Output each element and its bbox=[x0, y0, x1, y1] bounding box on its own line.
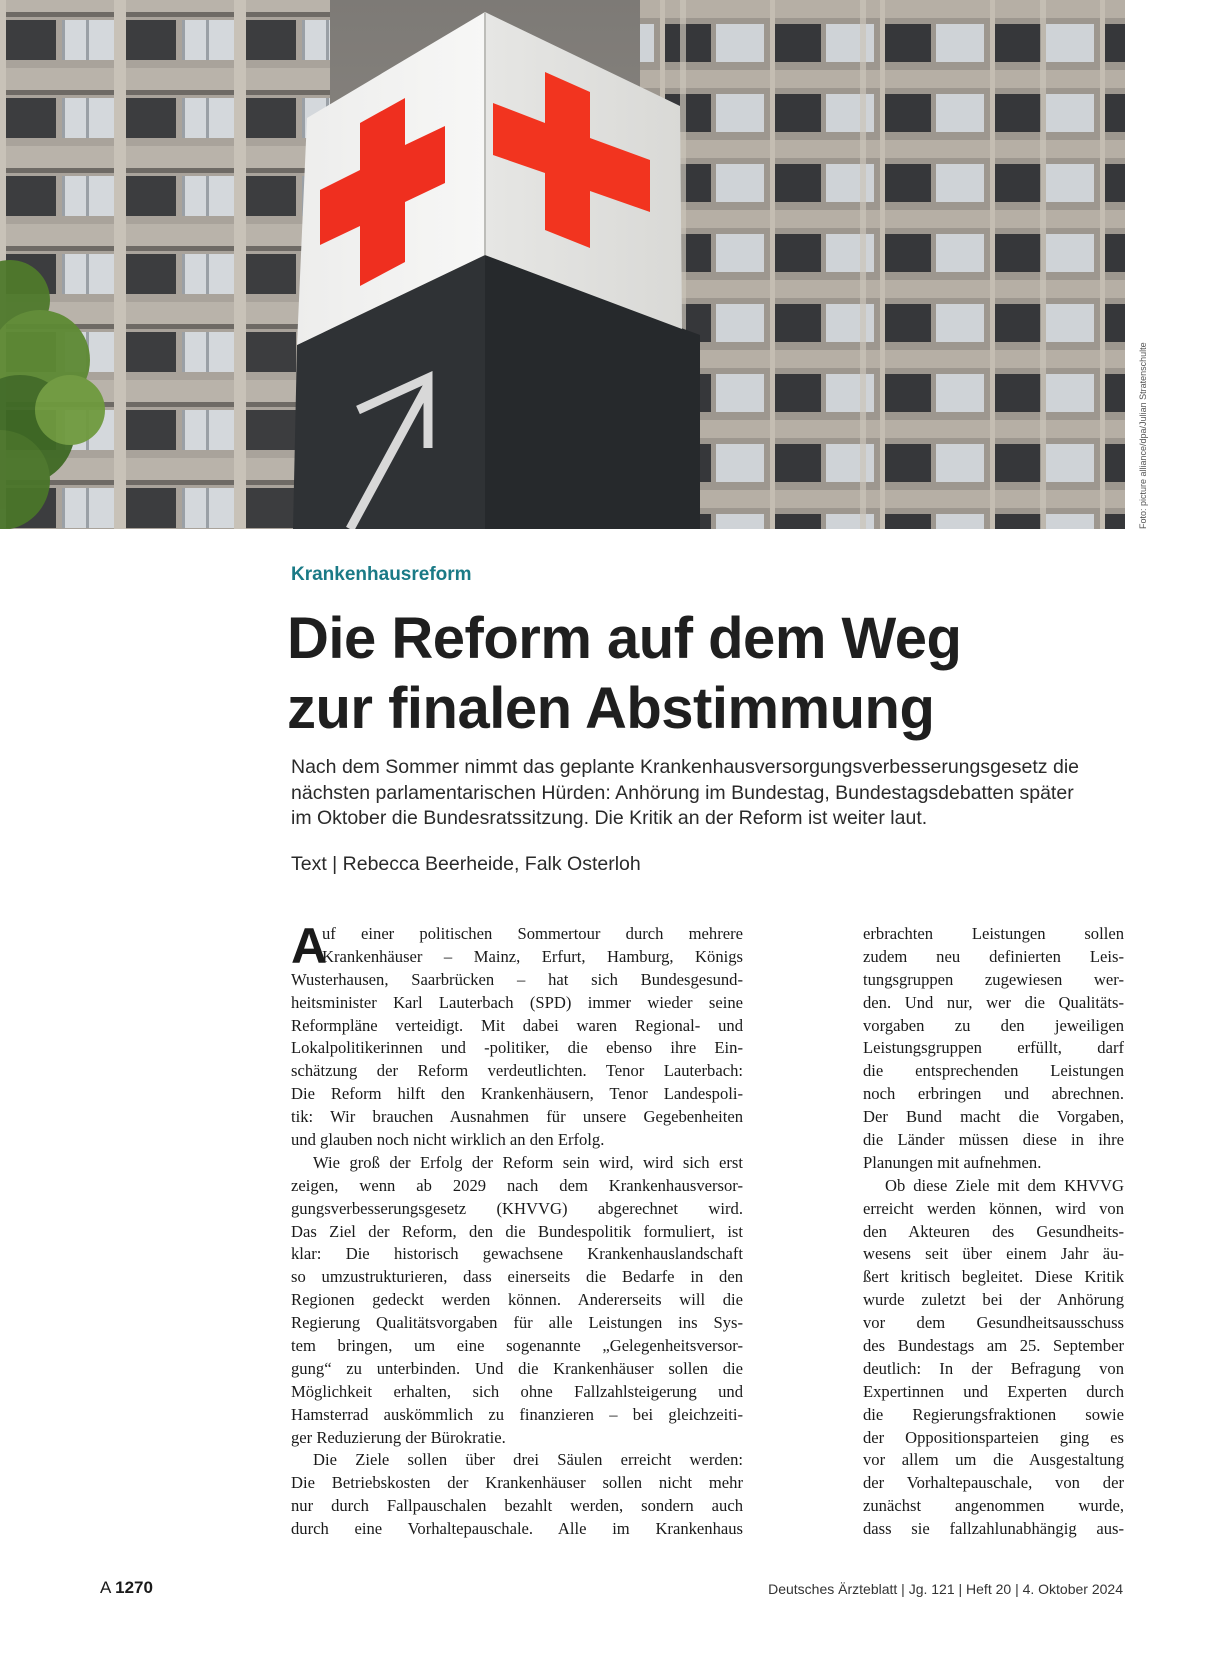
page-number bbox=[100, 1578, 153, 1598]
text-line: durch eine Vorhaltepauschale. Alle im Krankenhaus bbox=[291, 1519, 743, 1539]
text-line: Wie groß der Erfolg der Reform sein wird, wird sich erst bbox=[313, 1152, 743, 1172]
body-column-left bbox=[291, 918, 743, 1541]
text-line: Planungen mit aufnehmen. bbox=[863, 1152, 1042, 1172]
text-line: Der Bund macht die Vorgaben, bbox=[863, 1107, 1124, 1127]
text-line: Leistungsgruppen erfüllt, darf bbox=[863, 1038, 1124, 1058]
body-column-right bbox=[863, 923, 1124, 1541]
text-line: Expertinnen und Experten durch bbox=[863, 1381, 1124, 1401]
article-title bbox=[287, 604, 1107, 744]
text-line: zeigen, wenn ab 2029 nach dem Krankenhausversor- bbox=[291, 1175, 743, 1195]
text-line: des Bundestags am 25. September bbox=[863, 1336, 1124, 1356]
section-kicker: Krankenhausreform bbox=[291, 564, 472, 585]
text-line: ger Reduzierung der Bürokratie. bbox=[291, 1427, 506, 1447]
text-line: der Vorhaltepauschale, von der bbox=[863, 1473, 1124, 1493]
text-line: und glauben noch nicht wirklich an den Erfolg. bbox=[291, 1130, 605, 1150]
text-line: erbrachten Leistungen sollen bbox=[863, 924, 1124, 943]
lead-line: Nach dem Sommer nimmt das geplante Krankenhausversorgungsverbesserungsgesetz die bbox=[291, 756, 1079, 778]
text-line: noch erbringen und abrechnen. bbox=[863, 1084, 1124, 1104]
text-line: gung“ zu unterbinden. Und die Krankenhäuser sollen die bbox=[291, 1358, 743, 1378]
title-line: Die Reform auf dem Weg bbox=[287, 606, 962, 671]
text-line: klar: Die historisch gewachsene Krankenhauslandschaft bbox=[291, 1244, 743, 1264]
text-line: ßert kritisch begleitet. Diese Kritik bbox=[863, 1267, 1124, 1287]
text-line: Regionen gedeckt werden können. Andererseits will die bbox=[291, 1290, 743, 1310]
photo-credit: Foto: picture alliance/dpa/Julian Stratenschulte bbox=[1138, 342, 1148, 529]
text-line: dass sie fallzahlunabhängig aus- bbox=[863, 1519, 1124, 1539]
text-line: den Akteuren des Gesundheits- bbox=[863, 1221, 1124, 1241]
text-line: tem bringen, um eine sogenannte „Gelegenheitsversor- bbox=[291, 1336, 743, 1356]
page-prefix: A bbox=[100, 1578, 111, 1597]
text-line: Die Betriebskosten der Krankenhäuser sollen nicht mehr bbox=[291, 1473, 743, 1493]
text-line: erreicht werden können, wird von bbox=[863, 1198, 1124, 1218]
text-line: wurde zuletzt bei der Anhörung bbox=[863, 1290, 1124, 1310]
hospital-sign-photo bbox=[0, 0, 1125, 529]
text-line: Die Ziele sollen über drei Säulen erreicht werden: bbox=[313, 1450, 743, 1470]
article-lead bbox=[291, 755, 1111, 832]
page-number-value: 1270 bbox=[115, 1578, 153, 1597]
text-line: Krankenhäuser – Mainz, Erfurt, Hamburg, Königs bbox=[322, 946, 743, 966]
lead-line: nächsten parlamentarischen Hürden: Anhörung im Bundestag, Bundestagsdebatten später bbox=[291, 781, 1074, 804]
text-line: deutlich: In der Befragung von bbox=[863, 1358, 1124, 1378]
text-line: tungsgruppen zugewiesen wer- bbox=[863, 969, 1124, 989]
drop-cap: A bbox=[291, 918, 328, 974]
text-line: Wusterhausen, Saarbrücken – hat sich Bundesgesund- bbox=[291, 969, 743, 989]
text-line: der Oppositionsparteien ging es bbox=[863, 1427, 1124, 1447]
text-line: den. Und nur, wer die Qualitäts- bbox=[863, 992, 1124, 1012]
text-line: Das Ziel der Reform, den die Bundespolitik formuliert, ist bbox=[291, 1221, 743, 1241]
journal-info: Deutsches Ärzteblatt | Jg. 121 | Heft 20 | 4. Oktober 2024 bbox=[768, 1581, 1123, 1597]
lead-line: im Oktober die Bundesratssitzung. Die Kritik an der Reform ist weiter laut. bbox=[291, 807, 928, 829]
text-line: heitsminister Karl Lauterbach (SPD) immer wieder seine bbox=[291, 992, 743, 1012]
text-line: vorgaben zu den jeweiligen bbox=[863, 1015, 1124, 1035]
text-line: die Regierungsfraktionen sowie bbox=[863, 1404, 1124, 1424]
hero-photo bbox=[0, 0, 1125, 529]
text-line: gungsverbesserungsgesetz (KHVVG) abgerechnet wird. bbox=[291, 1198, 743, 1218]
text-line: wesens seit über einem Jahr äu- bbox=[863, 1244, 1124, 1264]
text-line: vor dem Gesundheitsausschuss bbox=[863, 1313, 1124, 1333]
byline: Text | Rebecca Beerheide, Falk Osterloh bbox=[291, 853, 641, 875]
text-line: vor allem um die Ausgestaltung bbox=[863, 1450, 1124, 1470]
title-line: zur finalen Abstimmung bbox=[287, 676, 935, 741]
text-line: zudem neu definierten Leis- bbox=[863, 946, 1124, 966]
text-line: Reformpläne verteidigt. Mit dabei waren Regional- und bbox=[291, 1015, 743, 1035]
text-line: uf einer politischen Sommertour durch mehrere bbox=[322, 924, 743, 943]
text-line: Ob diese Ziele mit dem KHVVG bbox=[885, 1175, 1124, 1195]
text-line: die entsprechenden Leistungen bbox=[863, 1061, 1124, 1081]
text-line: die Länder müssen diese in ihre bbox=[863, 1130, 1124, 1150]
text-line: Hamsterrad auskömmlich zu finanzieren – bei gleichzeiti- bbox=[291, 1404, 743, 1424]
text-line: nur durch Fallpauschalen bezahlt werden, sondern auch bbox=[291, 1496, 743, 1516]
text-line: Die Reform hilft den Krankenhäusern, Tenor Landespoli- bbox=[291, 1084, 743, 1104]
text-line: schätzung der Reform verdeutlichten. Tenor Lauterbach: bbox=[291, 1061, 743, 1081]
text-line: Lokalpolitikerinnen und -politiker, die ebenso ihre Ein- bbox=[291, 1038, 743, 1058]
text-line: so umzustrukturieren, dass einerseits die Bedarfe in den bbox=[291, 1267, 743, 1287]
text-line: Möglichkeit erhalten, sich ohne Fallzahlsteigerung und bbox=[291, 1381, 743, 1401]
text-line: zunächst angenommen wurde, bbox=[863, 1496, 1124, 1516]
text-line: Regierung Qualitätsvorgaben für alle Leistungen ins Sys- bbox=[291, 1313, 743, 1333]
text-line: tik: Wir brauchen Ausnahmen für unsere Gegebenheiten bbox=[291, 1107, 743, 1127]
